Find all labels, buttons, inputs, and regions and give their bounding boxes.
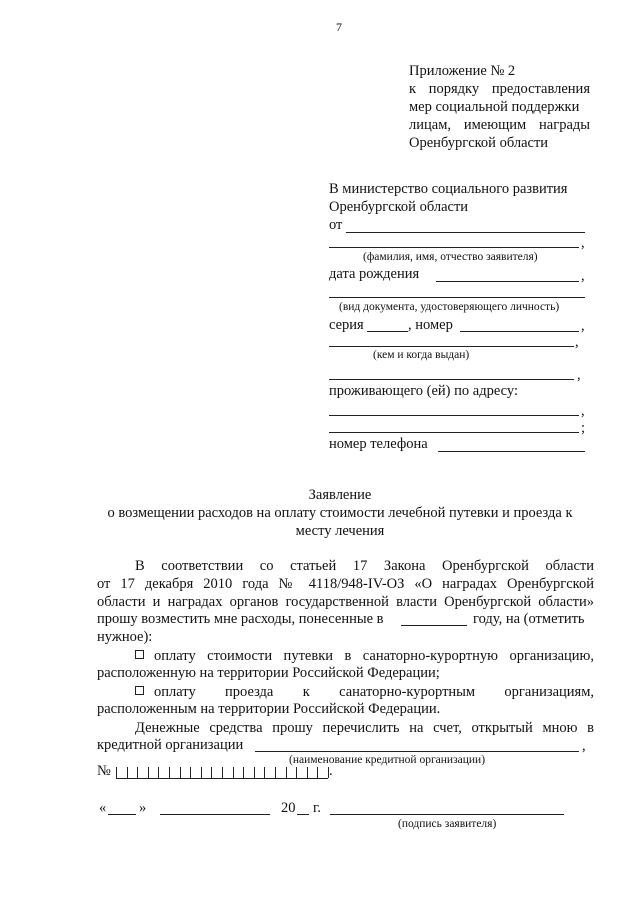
- document-subtitle-1: о возмещении расходов на оплату стоимости лечебной путевки и проезда к: [107, 505, 573, 521]
- account-cell-divider: [307, 767, 308, 778]
- account-cell-divider: [180, 767, 181, 778]
- account-cell-divider: [137, 767, 138, 778]
- option-2-line-2: расположенным на территории Российской Федерации.: [97, 701, 441, 717]
- account-cell-divider: [286, 767, 287, 778]
- comma-mark: ,: [581, 268, 585, 284]
- page-number: 7: [336, 20, 342, 34]
- number-field[interactable]: [460, 331, 579, 332]
- account-cell-divider: [275, 767, 276, 778]
- fio-hint: (фамилия, имя, отчество заявителя): [363, 251, 538, 263]
- fio-field[interactable]: [329, 247, 579, 248]
- appendix-line-2: к порядку предоставления: [409, 81, 590, 97]
- month-field[interactable]: [160, 814, 270, 815]
- from-label: от: [329, 217, 343, 233]
- year-suffix-field[interactable]: [297, 814, 309, 815]
- comma-mark: ,: [575, 334, 579, 350]
- address-field-2[interactable]: [329, 432, 579, 433]
- account-cell-divider: [296, 767, 297, 778]
- birth-date-field[interactable]: [436, 281, 579, 282]
- issued-by-field[interactable]: [329, 346, 574, 347]
- date-quote-open: «: [99, 800, 107, 816]
- document-subtitle-2: месту лечения: [295, 523, 385, 539]
- comma-mark: ,: [581, 235, 585, 251]
- option-1-line-2: расположенную на территории Российской Федерации;: [97, 665, 440, 681]
- period-mark: .: [329, 763, 333, 779]
- comma-mark: ,: [582, 738, 586, 754]
- date-quote-close: »: [139, 800, 147, 816]
- phone-field[interactable]: [438, 451, 585, 452]
- account-cell-divider: [243, 767, 244, 778]
- body-line-1: В соответствии со статьей 17 Закона Оренбургской области: [135, 558, 594, 574]
- account-number-cells[interactable]: [116, 767, 328, 779]
- address-field-1[interactable]: [329, 415, 579, 416]
- day-field[interactable]: [108, 814, 136, 815]
- signature-field[interactable]: [330, 814, 564, 815]
- option-2-checkbox[interactable]: [135, 686, 144, 695]
- appendix-title: Приложение № 2: [409, 63, 516, 79]
- account-cell-divider: [169, 767, 170, 778]
- account-cell-divider: [254, 767, 255, 778]
- issued-by-field-2[interactable]: [329, 379, 574, 380]
- option-2-label: оплату проезда к санаторно-курортным организациям,: [154, 684, 594, 700]
- bank-name-field[interactable]: [255, 751, 579, 752]
- account-cell-divider: [148, 767, 149, 778]
- addressee-ministry: В министерство социального развития: [329, 181, 568, 197]
- appendix-line-5: Оренбургской области: [409, 135, 549, 151]
- issued-by-hint: (кем и когда выдан): [373, 349, 470, 361]
- year-prefix: 20: [281, 800, 296, 816]
- body-line-4-end: году, на (отметить: [473, 611, 585, 627]
- option-2: [135, 683, 594, 701]
- option-1: [135, 647, 594, 665]
- comma-mark: ,: [581, 318, 585, 334]
- address-label: проживающего (ей) по адресу:: [329, 383, 518, 399]
- account-cell-divider: [233, 767, 234, 778]
- account-cell-divider: [211, 767, 212, 778]
- body-line-3: области и наградах органов государственной власти Оренбургской области»: [97, 594, 594, 610]
- year-suffix: г.: [313, 800, 321, 816]
- bank-paragraph-line-1: Денежные средства прошу перечислить на счет, открытый мною в: [135, 720, 594, 736]
- body-line-5: нужное):: [97, 629, 153, 645]
- comma-mark: ,: [581, 403, 585, 419]
- appendix-line-3: мер социальной поддержки: [409, 99, 580, 115]
- signature-hint: (подпись заявителя): [398, 818, 497, 830]
- account-cell-divider: [127, 767, 128, 778]
- bank-paragraph-line-2: кредитной организации: [97, 737, 244, 753]
- comma-mark: ,: [577, 367, 581, 383]
- document-type-field[interactable]: [329, 297, 585, 298]
- account-cell-divider: [222, 767, 223, 778]
- birth-date-label: дата рождения: [329, 266, 420, 282]
- phone-label: номер телефона: [329, 436, 428, 452]
- account-number-label: №: [97, 763, 111, 779]
- body-line-2: от 17 декабря 2010 года № 4118/948-IV-ОЗ «О наградах Оренбургской: [97, 576, 594, 592]
- account-cell-divider: [116, 767, 117, 778]
- series-field[interactable]: [367, 331, 408, 332]
- number-label: , номер: [408, 317, 453, 333]
- option-1-label: оплату стоимости путевки в санаторно-курортную организацию,: [154, 648, 594, 664]
- document-type-hint: (вид документа, удостоверяющего личность): [339, 301, 560, 313]
- bank-name-hint: (наименование кредитной организации): [289, 754, 486, 766]
- document-title: Заявление: [308, 487, 372, 503]
- account-cell-divider: [317, 767, 318, 778]
- account-cell-divider: [190, 767, 191, 778]
- account-cell-divider: [201, 767, 202, 778]
- from-field[interactable]: [346, 232, 585, 233]
- year-field[interactable]: [401, 625, 467, 626]
- account-cell-divider: [158, 767, 159, 778]
- series-label: серия: [329, 317, 364, 333]
- addressee-region: Оренбургской области: [329, 199, 469, 215]
- account-cell-divider: [264, 767, 265, 778]
- option-1-checkbox[interactable]: [135, 650, 144, 659]
- body-line-4-start: прошу возместить мне расходы, понесенные в: [97, 611, 384, 627]
- comma-mark: ;: [581, 420, 586, 436]
- appendix-line-4: лицам, имеющим награды: [409, 117, 590, 133]
